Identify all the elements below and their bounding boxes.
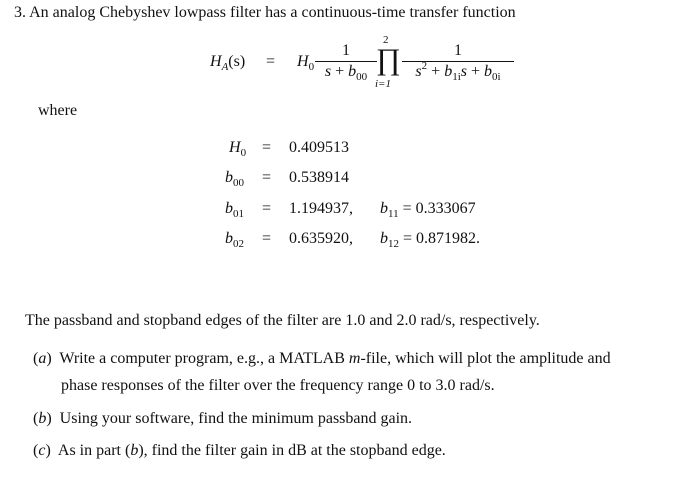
problem-intro: An analog Chebyshev lowpass filter has a continuous-time transfer function — [29, 4, 516, 21]
part-c: (c) As in part (b), find the filter gain in dB at the stopband edge. — [33, 442, 446, 459]
equation-H0: $H_0$ — [297, 53, 315, 73]
fraction-first-order: 1 $s + b_{00}$ — [315, 42, 377, 81]
part-b: (b) Using your software, find the minimum passband gain. — [33, 410, 413, 427]
fraction-second-order: 1 $s^2 + b_{1i}s + b_{0i}$ — [402, 42, 514, 81]
product-upper-limit: 2 — [383, 34, 389, 46]
edges-sentence: The passband and stopband edges of the filter are 1.0 and 2.0 rad/s, respectively. — [25, 312, 540, 329]
part-a: (a) Write a computer program, e.g., a MATLAB m-file, which will plot the amplitude and — [33, 350, 611, 367]
equation-equals: = — [266, 53, 276, 70]
product-lower-limit: i=1 — [375, 78, 391, 90]
part-b-label: b — [38, 410, 47, 427]
problem-number: 3. — [14, 4, 26, 21]
where-label: where — [38, 102, 78, 119]
equation-lhs: $H_A(s)$ — [210, 53, 246, 73]
product-symbol: ∏ — [376, 43, 401, 76]
part-a-label: a — [38, 350, 47, 367]
problem-heading — [14, 3, 516, 23]
part-c-label: c — [38, 442, 46, 459]
part-a-line2: phase responses of the filter over the frequency range 0 to 3.0 rad/s. — [61, 377, 495, 394]
